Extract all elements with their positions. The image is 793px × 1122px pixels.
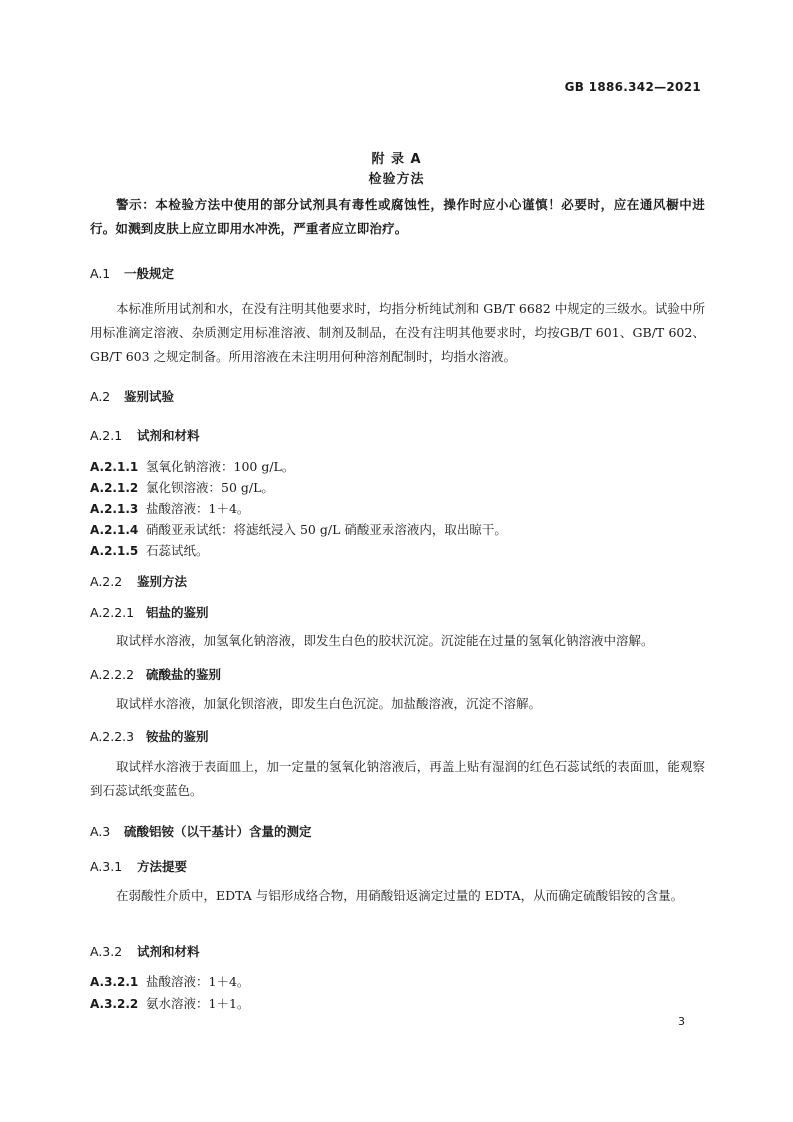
item-text: 盐酸溶液：1＋4。 [146,501,250,516]
section-title: 鉴别方法 [137,574,188,589]
section-a21-heading [90,426,200,444]
list-item [90,520,507,538]
section-number: A.1 [90,266,111,281]
section-a31-heading [90,857,187,875]
item-text: 氯化钡溶液：50 g/L。 [146,480,274,495]
list-item [90,994,249,1012]
section-a31-text: 在弱酸性介质中，EDTA 与铝形成络合物，用硝酸铅返滴定过量的 EDTA，从而确定硫酸铝铵的含量。 [116,888,684,903]
item-number: A.2.1.2 [90,481,139,495]
section-a223-text: 取试样水溶液于表面皿上，加一定量的氢氧化钠溶液后，再盖上贴有湿润的红色石蕊试纸的表面皿，能观察到石蕊试纸变蓝色。 [90,759,705,798]
section-number: A.2.2.2 [90,667,135,682]
item-text: 氨水溶液：1＋1。 [146,996,250,1011]
section-title: 试剂和材料 [137,944,200,959]
section-a223-heading [90,727,209,745]
section-title: 方法提要 [137,859,188,874]
appendix-title: 检验方法 [368,172,425,187]
section-a2-heading [90,387,174,405]
section-number: A.3.2 [90,944,123,959]
section-title: 一般规定 [124,266,175,281]
item-number: A.3.2.2 [90,997,139,1011]
section-number: A.2.2.1 [90,605,135,620]
section-title: 铵盐的鉴别 [146,729,209,744]
item-text: 石蕊试纸。 [146,543,209,558]
section-number: A.2.2.3 [90,729,135,744]
section-title: 硫酸铝铵（以干基计）含量的测定 [124,824,312,839]
section-title: 鉴别试验 [124,389,175,404]
item-text: 氢氧化钠溶液：100 g/L。 [146,459,295,474]
section-number: A.3 [90,824,111,839]
list-item [90,499,249,517]
section-title: 硫酸盐的鉴别 [146,667,222,682]
section-number: A.3.1 [90,859,123,874]
section-title: 铝盐的鉴别 [146,605,209,620]
item-number: A.2.1.5 [90,544,139,558]
warning-paragraph: 警示：本检验方法中使用的部分试剂具有毒性或腐蚀性，操作时应小心谨慎！必要时，应在通风橱中进行。如溅到皮肤上应立即用水冲洗，严重者应立即治疗。 [90,197,705,236]
item-number: A.2.1.3 [90,502,139,516]
section-number: A.2.1 [90,428,123,443]
section-a222-text: 取试样水溶液，加氯化钡溶液，即发生白色沉淀。加盐酸溶液，沉淀不溶解。 [116,696,542,711]
item-number: A.2.1.4 [90,523,139,537]
section-title: 试剂和材料 [137,428,200,443]
list-item [90,457,294,475]
item-text: 硝酸亚汞试纸：将滤纸浸入 50 g/L 硝酸亚汞溶液内，取出晾干。 [146,522,507,537]
section-a222-heading [90,665,221,683]
section-number: A.2.2 [90,574,123,589]
appendix-label: 附 录 A [371,152,422,167]
item-number: A.2.1.1 [90,460,139,474]
section-a22-heading [90,572,187,590]
list-item [90,972,249,990]
section-a1-text: 本标准所用试剂和水，在没有注明其他要求时，均指分析纯试剂和 GB/T 6682 中规定的三级水。试验中所用标准滴定溶液、杂质测定用标准溶液、制剂及制品，在没有注明其他要求时，均按GB/T 601、GB/T 602、GB/T 603 之规定制备。所用溶液在未注明用何种溶剂配制时，均指水溶液。 [90,301,705,364]
standard-number: GB 1886.342—2021 [564,80,701,94]
section-a221-heading [90,603,209,621]
list-item [90,478,274,496]
item-text: 盐酸溶液：1＋4。 [146,974,250,989]
section-number: A.2 [90,389,111,404]
section-a221-text: 取试样水溶液，加氢氧化钠溶液，即发生白色的胶状沉淀。沉淀能在过量的氢氧化钠溶液中溶解。 [116,633,654,648]
page-number: 3 [678,1015,685,1028]
list-item [90,541,209,559]
section-a3-heading [90,822,312,840]
item-number: A.3.2.1 [90,975,139,989]
section-a1-heading [90,264,174,282]
section-a32-heading [90,942,200,960]
